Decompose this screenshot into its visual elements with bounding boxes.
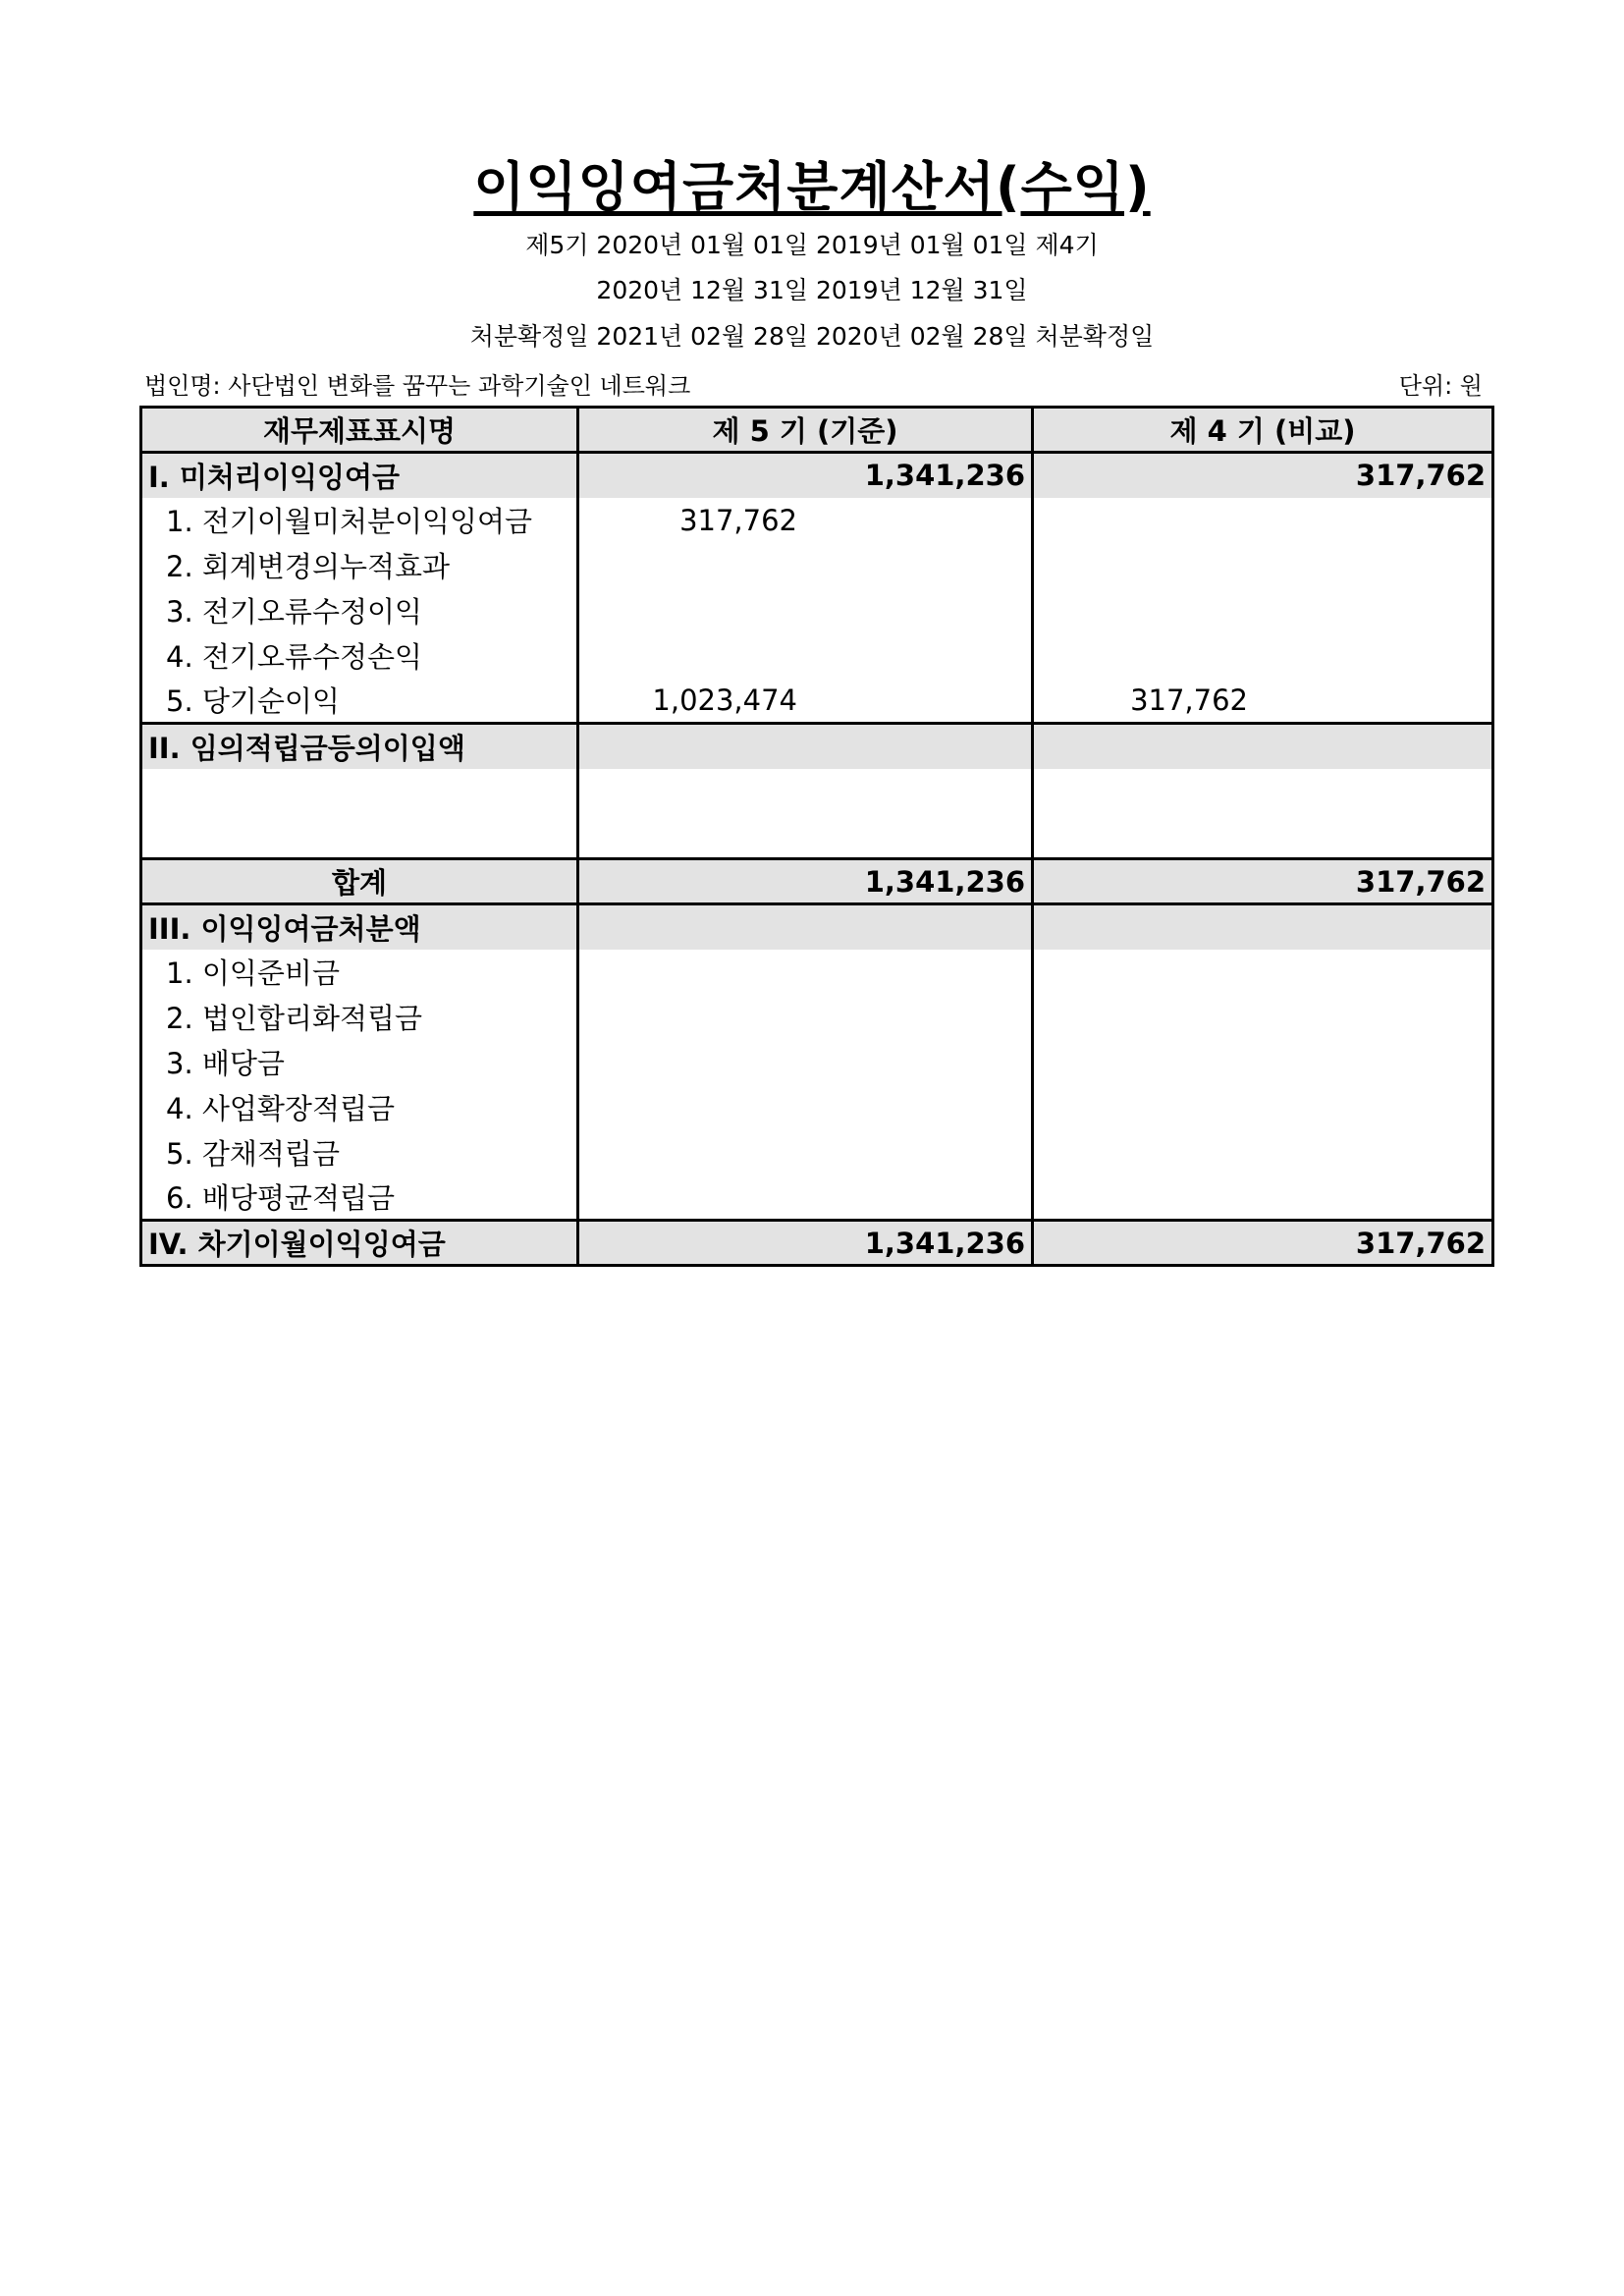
current-value: 1,341,236 [578,453,1033,498]
company-name: 법인명: 사단법인 변화를 꿈꾸는 과학기술인 네트워크 [144,372,691,400]
total-label: 합계 [141,859,578,904]
table-row [141,498,1493,543]
prior-value [1033,588,1493,633]
item-label: 1. 전기이월미처분이익잉여금 [141,498,578,543]
prior-value [1033,633,1493,679]
prior-value [1033,543,1493,588]
table-row [141,633,1493,679]
current-value [578,543,1033,588]
prior-value: 317,762 [1033,859,1493,904]
current-value [578,724,1033,769]
table-row [141,588,1493,633]
prior-value: 317,762 [1033,453,1493,498]
prior-value: 317,762 [1033,679,1493,724]
period-line-2: 2020년 12월 31일 2019년 12월 31일 [596,276,1028,304]
period-line-1: 제5기 2020년 01월 01일 2019년 01월 01일 제4기 [525,231,1099,259]
current-value [578,1040,1033,1085]
item-label: 2. 법인합리화적립금 [141,995,578,1040]
section-label: III. 이익잉여금처분액 [141,904,578,950]
current-value: 1,023,474 [578,679,1033,724]
current-value [578,1085,1033,1130]
prior-value: 317,762 [1033,1221,1493,1266]
total-row [141,859,1493,904]
item-label: 2. 회계변경의누적효과 [141,543,578,588]
blank-cell [141,769,578,859]
prior-value [1033,1085,1493,1130]
header-current-period: 제 5 기 (기준) [578,408,1033,453]
table-row [141,995,1493,1040]
current-value [578,950,1033,995]
current-value [578,633,1033,679]
current-value: 1,341,236 [578,859,1033,904]
item-label: 5. 감채적립금 [141,1130,578,1175]
prior-value [1033,1040,1493,1085]
item-label: 5. 당기순이익 [141,679,578,724]
table-row [141,1040,1493,1085]
section-label: IV. 차기이월이익잉여금 [141,1221,578,1266]
current-value: 1,341,236 [578,1221,1033,1266]
prior-value [1033,498,1493,543]
blank-cell [1033,769,1493,859]
unit-label: 단위: 원 [1398,372,1483,400]
header-prior-period: 제 4 기 (비교) [1033,408,1493,453]
section-row [141,724,1493,769]
item-label: 6. 배당평균적립금 [141,1175,578,1221]
table-row [141,543,1493,588]
table-row [141,1130,1493,1175]
current-value [578,588,1033,633]
table-row [141,950,1493,995]
header-account: 재무제표표시명 [141,408,578,453]
item-label: 3. 배당금 [141,1040,578,1085]
blank-cell [578,769,1033,859]
current-value [578,1175,1033,1221]
prior-value [1033,904,1493,950]
section-label: II. 임의적립금등의이입액 [141,724,578,769]
retained-earnings-table [139,406,1494,1267]
prior-value [1033,950,1493,995]
section-label: I. 미처리이익잉여금 [141,453,578,498]
prior-value [1033,1130,1493,1175]
item-label: 4. 사업확장적립금 [141,1085,578,1130]
prior-value [1033,995,1493,1040]
section-row [141,1221,1493,1266]
current-value [578,1130,1033,1175]
table-row [141,679,1493,724]
current-value [578,995,1033,1040]
prior-value [1033,724,1493,769]
current-value: 317,762 [578,498,1033,543]
header-row [141,408,1493,453]
item-label: 1. 이익준비금 [141,950,578,995]
item-label: 4. 전기오류수정손익 [141,633,578,679]
period-line-3: 처분확정일 2021년 02월 28일 2020년 02월 28일 처분확정일 [469,322,1155,351]
table-row [141,1175,1493,1221]
document-title: 이익잉여금처분계산서(수익) [473,156,1151,218]
section-row [141,904,1493,950]
section-row [141,453,1493,498]
blank-row [141,769,1493,859]
current-value [578,904,1033,950]
item-label: 3. 전기오류수정이익 [141,588,578,633]
prior-value [1033,1175,1493,1221]
table-row [141,1085,1493,1130]
